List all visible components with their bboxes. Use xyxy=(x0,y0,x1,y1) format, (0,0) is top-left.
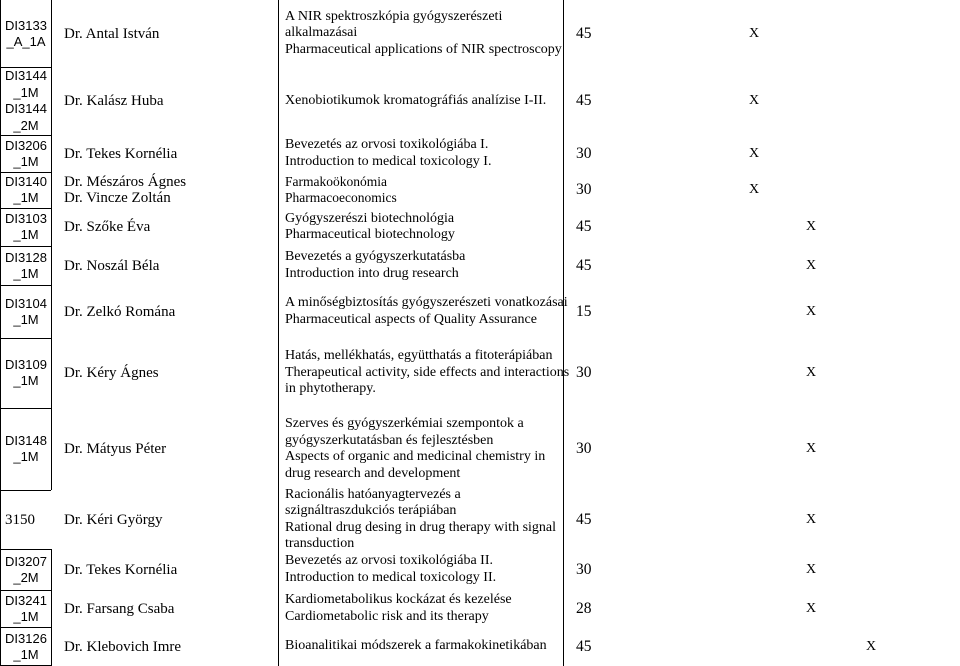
x-mark: X xyxy=(806,303,817,319)
course-code: DI3103 _1M xyxy=(5,211,47,242)
table-row xyxy=(0,0,960,67)
course-code: DI3144 _1M DI3144 _2M xyxy=(5,68,47,133)
hours-value: 45 xyxy=(576,24,592,42)
lecturer-name: Dr. Tekes Kornélia xyxy=(64,145,178,162)
course-title: Bevezetés az orvosi toxikológiába I. Introduction to medical toxicology I. xyxy=(285,137,492,169)
lecturer-name: Dr. Antal István xyxy=(64,25,160,42)
hours-value: 30 xyxy=(576,440,592,457)
hours-value: 28 xyxy=(576,599,592,617)
hours-value: 45 xyxy=(576,256,592,274)
lecturer-name: Dr. Farsang Csaba xyxy=(64,600,175,617)
course-title: Kardiometabolikus kockázat és kezelése Cardiometabolic risk and its therapy xyxy=(285,592,512,624)
table-row xyxy=(0,627,960,666)
x-mark: X xyxy=(749,25,760,41)
course-title: Bevezetés a gyógyszerkutatásba Introduction into drug research xyxy=(285,249,466,281)
course-code: DI3206 _1M xyxy=(5,137,47,169)
x-mark: X xyxy=(806,600,817,616)
table-row xyxy=(0,285,960,338)
lecturer-name: Dr. Kéri György xyxy=(64,511,163,528)
course-code: DI3207 _2M xyxy=(5,553,47,585)
course-title: Farmakoökonómia Pharmacoeconomics xyxy=(285,173,397,205)
lecturer-name: Dr. Kéry Ágnes xyxy=(64,365,159,381)
x-mark: X xyxy=(749,93,760,108)
table-row xyxy=(0,590,960,627)
course-code: DI3148 _1M xyxy=(5,433,47,464)
x-mark: X xyxy=(749,145,760,161)
lecturer-name: Dr. Zelkó Romána xyxy=(64,303,176,320)
hours-value: 45 xyxy=(576,92,592,109)
hours-value: 30 xyxy=(576,364,592,381)
hours-value: 30 xyxy=(576,181,592,198)
course-code: DI3126 _1M xyxy=(5,630,47,662)
course-title: Bioanalitikai módszerek a farmakokinetikában xyxy=(285,638,547,654)
hours-value: 45 xyxy=(576,218,592,235)
course-title: Hatás, mellékhatás, együtthatás a fitoterápiában Therapeutical activity, side effects and interactions in phytotherapy. xyxy=(285,348,570,397)
course-code: DI3104 _1M xyxy=(5,295,47,327)
course-code: DI3128 _1M xyxy=(5,249,47,281)
course-title: Szerves és gyógyszerkémiai szempontok a gyógyszerkutatásban és fejlesztésben Aspects of organic and medicinal chemistry in drug research and development xyxy=(285,416,546,481)
x-mark: X xyxy=(806,511,817,527)
table-row xyxy=(0,67,960,135)
table-row xyxy=(0,246,960,285)
course-code: DI3140 _1M xyxy=(5,174,47,205)
course-title: Bevezetés az orvosi toxikológiába II. Introduction to medical toxicology II. xyxy=(285,553,497,585)
x-mark: X xyxy=(806,219,817,234)
course-code: DI3241 _1M xyxy=(5,592,47,624)
lecturer-name: Dr. Klebovich Imre xyxy=(64,638,182,655)
course-title: Xenobiotikumok kromatográfiás analízise I-II. xyxy=(285,92,547,108)
x-mark: X xyxy=(749,182,760,197)
course-title: A NIR spektroszkópia gyógyszerészeti alkalmazásai Pharmaceutical applications of NIR spectroscopy xyxy=(285,8,562,57)
table-row xyxy=(0,135,960,172)
x-mark: X xyxy=(866,638,877,654)
lecturer-name: Dr. Kalász Huba xyxy=(64,93,164,109)
hours-value: 45 xyxy=(576,637,592,655)
table-row xyxy=(0,172,960,208)
lecturer-name: Dr. Mészáros Ágnes Dr. Vincze Zoltán xyxy=(64,174,187,206)
course-title: Racionális hatóanyagtervezés a szignáltraszdukciós terápiában Rational drug desing in drug therapy with signal transduction xyxy=(285,486,557,551)
lecturer-name: Dr. Tekes Kornélia xyxy=(64,561,178,578)
course-title: A minőségbiztosítás gyógyszerészeti vonatkozásai Pharmaceutical aspects of Quality Assurance xyxy=(285,295,568,327)
hours-value: 30 xyxy=(576,144,592,162)
x-mark: X xyxy=(806,441,817,456)
table-row xyxy=(0,208,960,246)
course-code: 3150 xyxy=(5,511,35,528)
table-row xyxy=(0,549,960,590)
x-mark: X xyxy=(806,561,817,577)
lecturer-name: Dr. Mátyus Péter xyxy=(64,441,167,457)
course-title: Gyógyszerészi biotechnológia Pharmaceutical biotechnology xyxy=(285,210,455,242)
hours-value: 30 xyxy=(576,560,592,578)
x-mark: X xyxy=(806,257,817,273)
lecturer-name: Dr. Szőke Éva xyxy=(64,219,151,235)
table-row xyxy=(0,486,960,551)
lecturer-name: Dr. Noszál Béla xyxy=(64,257,160,274)
hours-value: 15 xyxy=(576,302,592,320)
hours-value: 45 xyxy=(576,510,592,528)
course-code: DI3133 _A_1A xyxy=(5,17,47,49)
course-code: DI3109 _1M xyxy=(5,357,47,388)
x-mark: X xyxy=(806,365,817,380)
table-row xyxy=(0,338,960,408)
table-row xyxy=(0,408,960,490)
